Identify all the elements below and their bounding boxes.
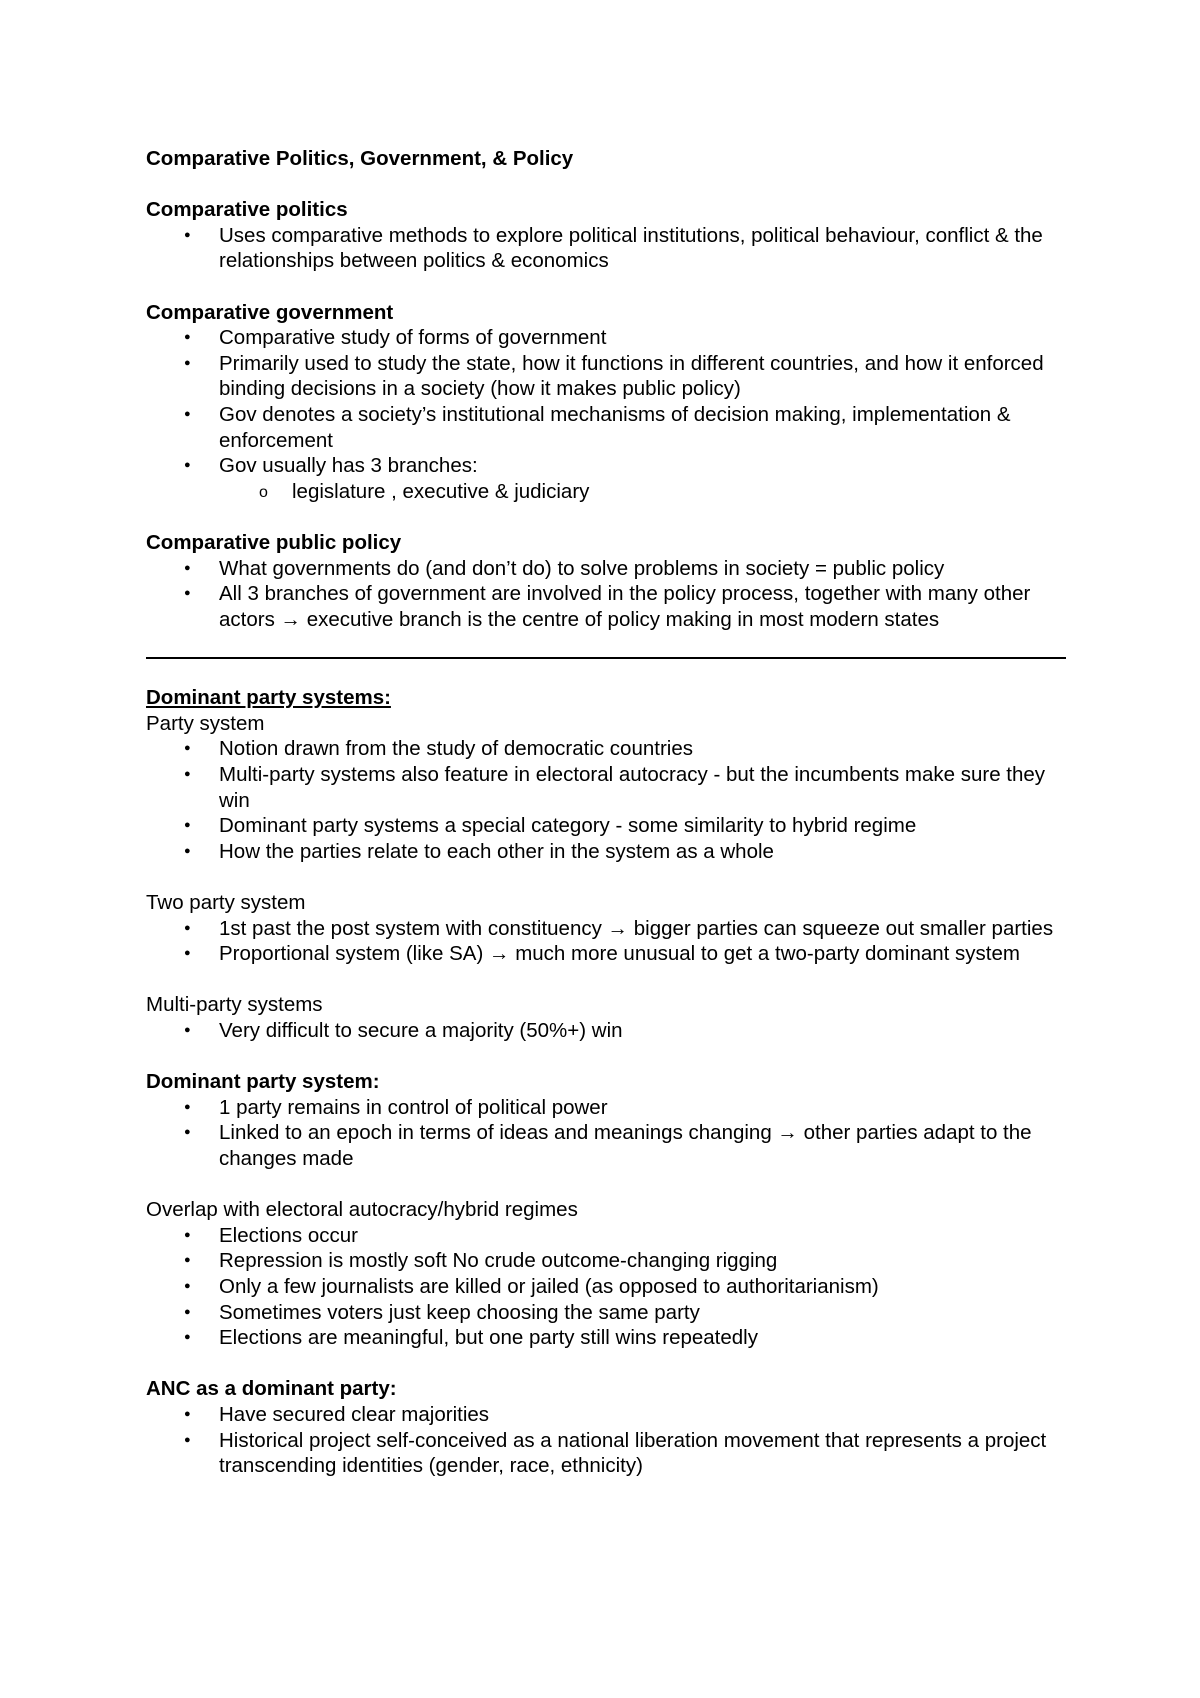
section-heading: Party system [146, 711, 265, 735]
bullet-icon: ● [184, 1407, 191, 1420]
bullet-list [146, 325, 1066, 504]
list-item-text: Have secured clear majorities [219, 1402, 490, 1426]
list-item [146, 453, 1066, 479]
spacer [146, 274, 1066, 300]
list-item [146, 1300, 1066, 1326]
list-item [146, 1095, 1066, 1121]
bullet-icon: ● [184, 819, 191, 832]
list-item [146, 916, 1066, 942]
bullet-icon: ● [184, 947, 191, 960]
list-item [146, 1120, 1066, 1171]
list-item-text: Very difficult to secure a majority (50%+) win [219, 1019, 623, 1042]
sub-bullet-list [146, 479, 1066, 505]
list-item [146, 813, 1066, 839]
spacer [146, 864, 1066, 890]
list-item [146, 1325, 1066, 1351]
spacer [146, 172, 1066, 198]
bullet-list [146, 223, 1066, 274]
list-item-text: Linked to an epoch in terms of ideas and meanings changing → other parties adapt to the changes made [219, 1121, 1032, 1170]
list-item [146, 736, 1066, 762]
section-heading: Overlap with electoral autocracy/hybrid regimes [146, 1198, 578, 1222]
bullet-list [146, 1095, 1066, 1172]
list-item [146, 839, 1066, 865]
list-item [146, 556, 1066, 582]
list-item [146, 1248, 1066, 1274]
section-heading: Dominant party systems: [146, 686, 391, 710]
list-item [146, 1428, 1066, 1479]
bullet-icon: ● [184, 459, 191, 472]
list-item-text: Sometimes voters just keep choosing the same party [219, 1300, 700, 1324]
list-item-text: Proportional system (like SA) → much more unusual to get a two-party dominant system [219, 942, 1020, 966]
bullet-list [146, 1223, 1066, 1351]
list-item [146, 351, 1066, 402]
sub-list-item-text: legislature , executive & judiciary [292, 479, 590, 503]
bullet-list [146, 916, 1066, 967]
spacer [146, 1172, 1066, 1198]
bullet-icon: ● [184, 1305, 191, 1318]
bullet-icon: ● [184, 407, 191, 420]
bullet-icon: ● [184, 1126, 191, 1139]
bullet-icon: ● [184, 742, 191, 755]
list-item-text: Gov usually has 3 branches: [219, 454, 478, 478]
bullet-icon: ● [184, 768, 191, 781]
bullet-list [146, 556, 1066, 633]
list-item [146, 1274, 1066, 1300]
list-item-text: Elections are meaningful, but one party still wins repeatedly [219, 1326, 758, 1350]
bullet-icon: ● [184, 844, 191, 857]
list-item-text: 1st past the post system with constituency → bigger parties can squeeze out smaller parties [219, 916, 1054, 940]
list-item [146, 1402, 1066, 1428]
list-item-text: Multi-party systems also feature in electoral autocracy - but the incumbents make sure they win [219, 763, 1046, 812]
section-heading: Dominant party system: [146, 1070, 380, 1094]
spacer [146, 1351, 1066, 1377]
list-item-text: Only a few journalists are killed or jailed (as opposed to authoritarianism) [219, 1274, 879, 1298]
spacer [146, 1044, 1066, 1070]
list-item-text: Comparative study of forms of government [219, 326, 607, 350]
bullet-icon: ● [184, 1024, 191, 1036]
spacer [146, 967, 1066, 993]
bullet-icon: ● [184, 1331, 191, 1344]
spacer [146, 504, 1066, 530]
bullet-icon: ● [184, 331, 191, 344]
list-item [146, 1018, 1066, 1044]
document-page [146, 146, 1066, 1479]
bullet-icon: ● [184, 1433, 191, 1446]
bullet-icon: ● [184, 1100, 191, 1113]
list-item [146, 402, 1066, 453]
section-heading: ANC as a dominant party: [146, 1377, 397, 1401]
list-item [146, 325, 1066, 351]
bullet-icon: ● [184, 228, 191, 241]
list-item-text: What governments do (and don’t do) to solve problems in society = public policy [219, 556, 945, 580]
document-title: Comparative Politics, Government, & Policy [146, 147, 574, 170]
list-item-text: Gov denotes a society’s institutional mechanisms of decision making, implementation & enforcement [219, 402, 1011, 452]
list-item-text: 1 party remains in control of political power [219, 1095, 608, 1119]
list-item [146, 223, 1066, 274]
list-item-text: Uses comparative methods to explore political institutions, political behaviour, conflict & the relationships between politics & economics [219, 223, 1043, 273]
sub-list-item [146, 479, 1066, 505]
horizontal-divider [146, 657, 1066, 659]
bullet-icon: ● [184, 1228, 191, 1241]
list-item-text: Elections occur [219, 1223, 359, 1247]
list-item-text: Notion drawn from the study of democratic countries [219, 737, 693, 761]
list-item-text: All 3 branches of government are involved in the policy process, together with many other actors → executive branch is the centre of policy making in most modern states [219, 582, 1031, 631]
section-heading: Two party system [146, 891, 306, 915]
top-sections [146, 172, 1066, 633]
section-heading: Comparative public policy [146, 530, 402, 554]
bullet-list [146, 1018, 1066, 1044]
section-heading: Comparative politics [146, 198, 348, 222]
bottom-sections [146, 685, 1066, 1478]
list-item [146, 1223, 1066, 1249]
hollow-bullet-icon: o [259, 483, 268, 501]
bullet-icon: ● [184, 921, 191, 934]
list-item-text: Primarily used to study the state, how it functions in different countries, and how it enforced binding decisions in a society (how it makes public policy) [219, 351, 1044, 401]
list-item-text: How the parties relate to each other in the system as a whole [219, 839, 774, 863]
bullet-icon: ● [184, 561, 191, 574]
bullet-list [146, 736, 1066, 864]
bullet-icon: ● [184, 1254, 191, 1267]
list-item [146, 581, 1066, 632]
list-item-text: Dominant party systems a special category - some similarity to hybrid regime [219, 814, 917, 838]
list-item-text: Historical project self-conceived as a national liberation movement that represents a project transcending identities (gender, race, ethnicity) [219, 1428, 1047, 1478]
bullet-icon: ● [184, 587, 191, 600]
bullet-icon: ● [184, 356, 191, 369]
list-item [146, 762, 1066, 813]
list-item-text: Repression is mostly soft No crude outcome-changing rigging [219, 1249, 778, 1273]
section-heading: Comparative government [146, 300, 394, 324]
list-item [146, 941, 1066, 967]
bullet-icon: ● [184, 1279, 191, 1292]
bullet-list [146, 1402, 1066, 1479]
section-heading: Multi-party systems [146, 993, 323, 1017]
